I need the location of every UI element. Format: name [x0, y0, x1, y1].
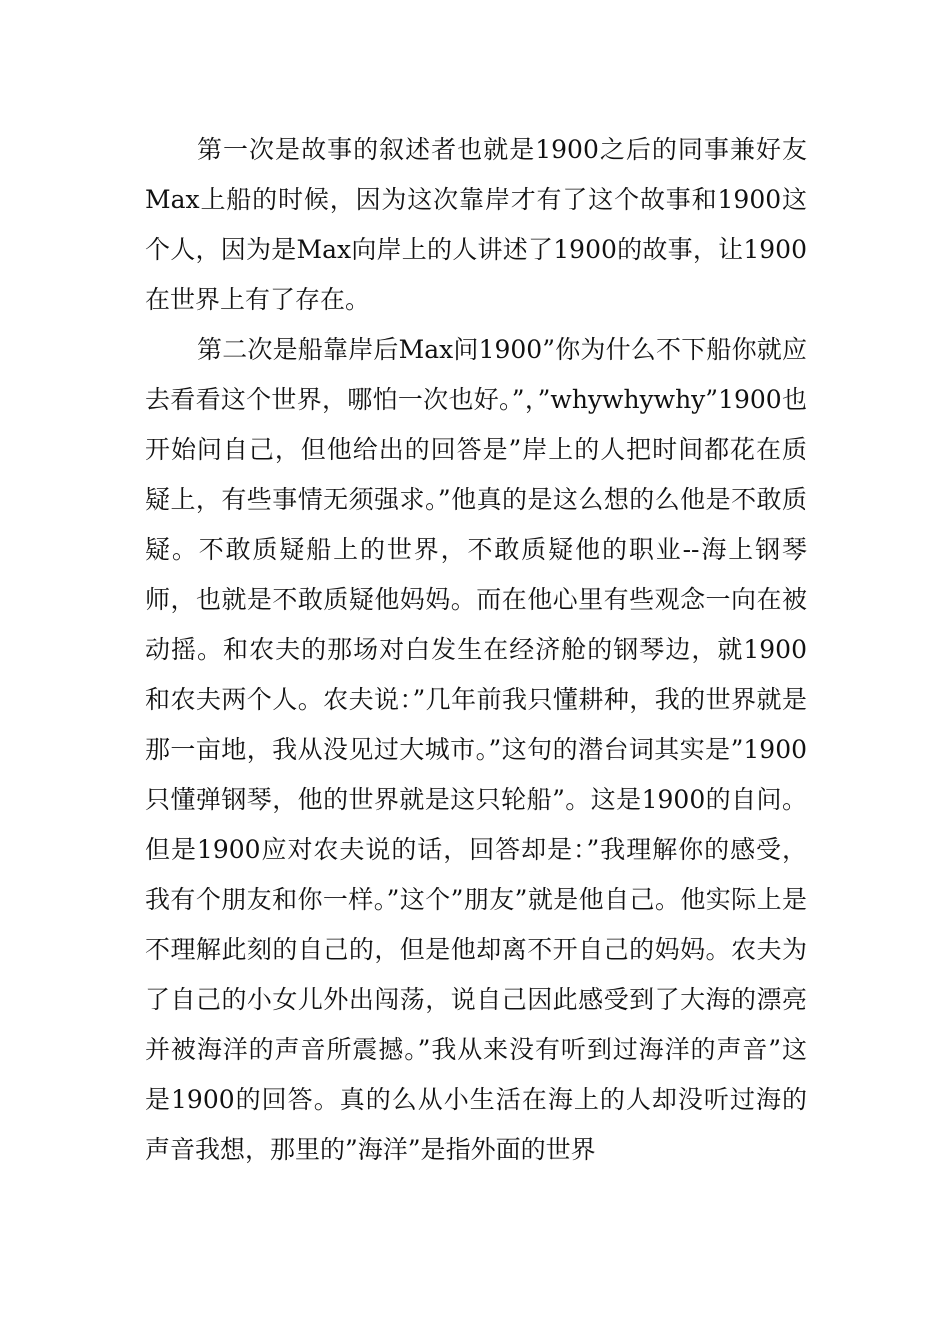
document-body — [145, 125, 807, 1175]
paragraph-1: 第一次是故事的叙述者也就是1900之后的同事兼好友Max上船的时候，因为这次靠岸才有了这个故事和1900这个人，因为是Max向岸上的人讲述了1900的故事，让1900在世界上有了存在。 — [145, 135, 807, 314]
paragraph-2: 第二次是船靠岸后Max问1900”你为什么不下船你就应去看看这个世界，哪怕一次也好。”，”whywhywhy”1900也开始问自己，但他给出的回答是”岸上的人把时间都花在质疑上，有些事情无须强求。”他真的是这么想的么他是不敢质疑。不敢质疑船上的世界，不敢质疑他的职业--海上钢琴师，也就是不敢质疑他妈妈。而在他心里有些观念一向在被动摇。和农夫的那场对白发生在经济舱的钢琴边，就1900和农夫两个人。农夫说：”几年前我只懂耕种，我的世界就是那一亩地，我从没见过大城市。”这句的潜台词其实是”1900只懂弹钢琴，他的世界就是这只轮船”。这是1900的自问。但是1900应对农夫说的话，回答却是：”我理解你的感受，我有个朋友和你一样。”这个”朋友”就是他自己。他实际上是不理解此刻的自己的，但是他却离不开自己的妈妈。农夫为了自己的小女儿外出闯荡，说自己因此感受到了大海的漂亮并被海洋的声音所震撼。”我从来没有听到过海洋的声音”这是1900的回答。真的么从小生活在海上的人却没听过海的声音我想，那里的”海洋”是指外面的世界 — [145, 335, 807, 1164]
